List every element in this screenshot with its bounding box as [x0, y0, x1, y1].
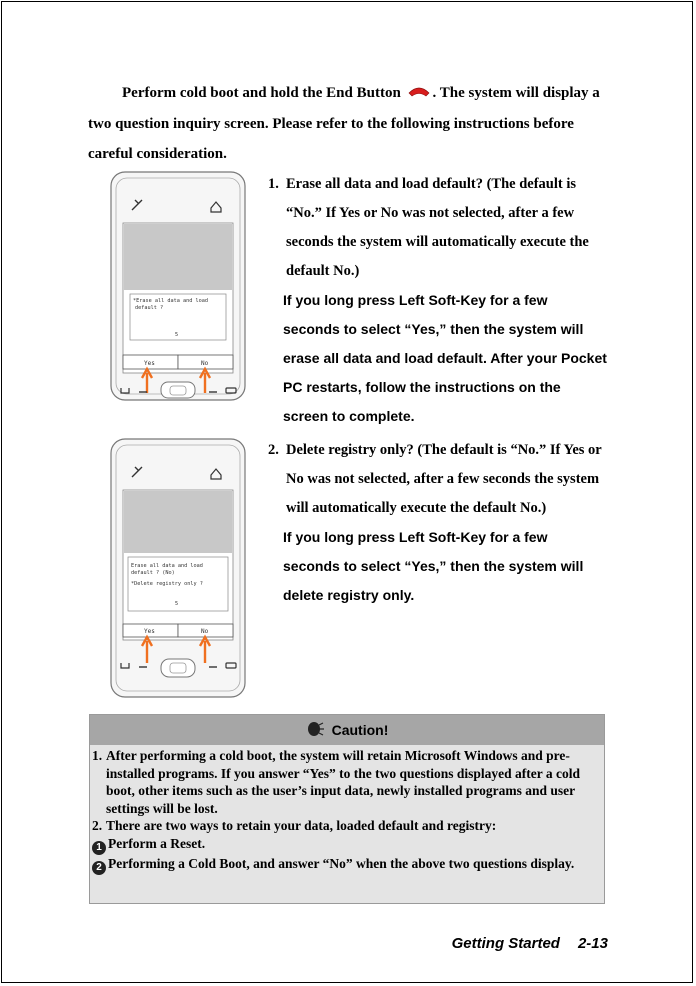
caution-title: Caution!	[331, 722, 389, 738]
item-text: Erase all data and load default? (The default is “No.” If Yes or No was not selected, after a few seconds the system will automatically execute the default No.)	[286, 176, 589, 279]
device2-no-label: No	[201, 628, 209, 635]
caution-number: 1.	[92, 748, 103, 763]
caution-option-text: Perform a Reset.	[108, 835, 206, 851]
caution-line-2	[92, 817, 598, 835]
caution-header	[90, 715, 604, 745]
device1-prompt-line2: default ?	[135, 305, 164, 311]
device2-prompt-line1: Erase all data and load	[131, 563, 203, 569]
caution-text: There are two ways to retain your data, loaded default and registry:	[106, 818, 497, 833]
device2-prompt-line2: default ? (No)	[131, 570, 175, 576]
instruction-item-2	[268, 436, 608, 610]
footer-section-title: Getting Started	[451, 935, 560, 952]
item-number: 2.	[268, 442, 279, 458]
device-illustration-2	[109, 437, 247, 669]
device-illustration-1	[109, 170, 247, 402]
item-text: Delete registry only? (The default is “No.” If Yes or No was not selected, after a few seconds the system will automatically execute the default No.)	[286, 442, 602, 516]
device1-yes-label: Yes	[144, 360, 155, 367]
caution-box	[89, 714, 605, 904]
caution-text: After performing a cold boot, the system will retain Microsoft Windows and pre-installed programs. If you answer “Yes” to the two questions displayed after a cold boot, other items such as the user’s input data, newly installed programs and user settings will be lost.	[106, 748, 581, 816]
device2-yes-label: Yes	[144, 628, 155, 635]
instruction-item-1	[268, 170, 608, 431]
item-bold-text: If you long press Left Soft-Key for a few seconds to select “Yes,” then the system will erase all data and load default. After your Pocket PC restarts, follow the instructions on the screen to complete.	[283, 292, 607, 424]
item-number: 1.	[268, 176, 279, 192]
numbered-bullet-icon: 1	[92, 841, 106, 855]
page-number: 2-13	[577, 935, 608, 952]
caution-speaker-icon	[306, 720, 328, 741]
device1-no-label: No	[201, 360, 209, 367]
caution-number: 2.	[92, 818, 103, 833]
intro-paragraph	[88, 78, 618, 169]
page-footer	[452, 935, 608, 952]
device2-countdown: 5	[175, 601, 179, 607]
dpad-icon	[161, 382, 195, 398]
intro-text-start: Perform cold boot and hold the End Button	[122, 85, 401, 101]
dpad-icon	[161, 659, 195, 677]
caution-option-2	[92, 855, 598, 875]
caution-option-1	[92, 835, 598, 855]
device2-prompt-line3: *Delete registry only ?	[131, 581, 203, 587]
end-button-icon	[407, 79, 431, 109]
intro-text-end: . The system will display a two question inquiry screen. Please refer to the following instructions before careful consideration.	[88, 85, 600, 162]
device1-prompt-line1: *Erase all data and load	[133, 298, 208, 304]
device1-countdown: 5	[175, 332, 179, 338]
caution-line-1	[92, 747, 598, 817]
caution-option-text: Performing a Cold Boot, and answer “No” when the above two questions display.	[108, 855, 575, 871]
numbered-bullet-icon: 2	[92, 861, 106, 875]
item-bold-text: If you long press Left Soft-Key for a few seconds to select “Yes,” then the system will delete registry only.	[283, 529, 584, 603]
